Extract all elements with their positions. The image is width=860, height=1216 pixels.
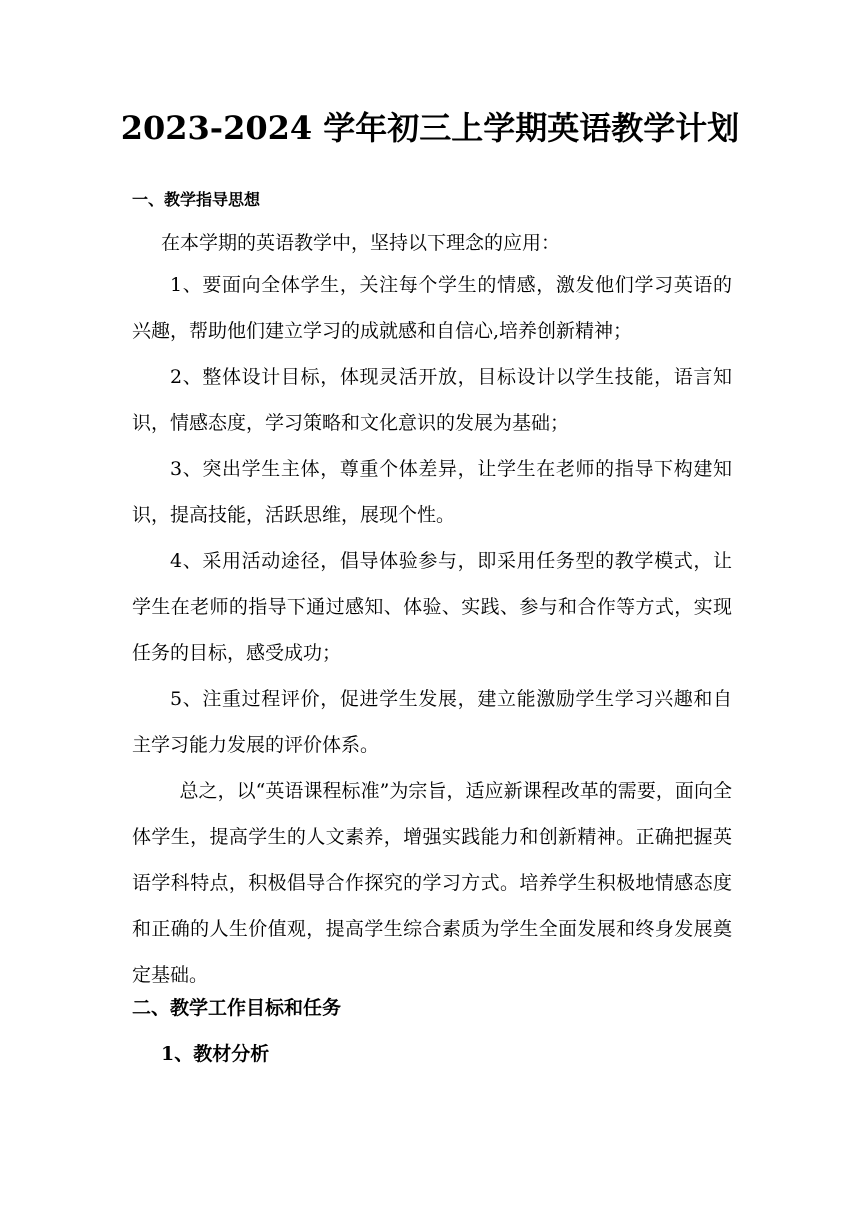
document-title: 2023-2024 学年初三上学期英语教学计划 xyxy=(120,109,740,147)
point-paragraph-4: 4、采用活动途径，倡导体验参与，即采用任务型的教学模式，让学生在老师的指导下通过感知、体验、实践、参与和合作等方式，实现任务的目标，感受成功； xyxy=(132,550,732,664)
section-heading-2: 二、教学工作目标和任务 xyxy=(132,997,342,1019)
intro-paragraph: 在本学期的英语教学中，坚持以下理念的应用： xyxy=(161,232,561,254)
summary-paragraph: 总之，以“英语课程标准”为宗旨，适应新课程改革的需要，面向全体学生，提高学生的人文素养，增强实践能力和创新精神。正确把握英语学科特点，积极倡导合作探究的学习方式。培养学生积极地情感态度和正确的人生价值观，提高学生综合素质为学生全面发展和终身发展奠定基础。 xyxy=(132,780,732,986)
point-paragraph-5: 5、注重过程评价，促进学生发展，建立能激励学生学习兴趣和自主学习能力发展的评价体系。 xyxy=(132,688,732,756)
subsection-heading-1: 1、教材分析 xyxy=(161,1043,270,1065)
point-paragraph-3: 3、突出学生主体，尊重个体差异，让学生在老师的指导下构建知识，提高技能，活跃思维，展现个性。 xyxy=(132,458,732,526)
point-paragraph-2: 2、整体设计目标，体现灵活开放，目标设计以学生技能，语言知识，情感态度，学习策略和文化意识的发展为基础； xyxy=(132,366,732,434)
section-heading-1: 一、教学指导思想 xyxy=(132,190,261,209)
point-paragraph-1: 1、要面向全体学生，关注每个学生的情感，激发他们学习英语的兴趣，帮助他们建立学习的成就感和自信心,培养创新精神； xyxy=(132,274,732,342)
